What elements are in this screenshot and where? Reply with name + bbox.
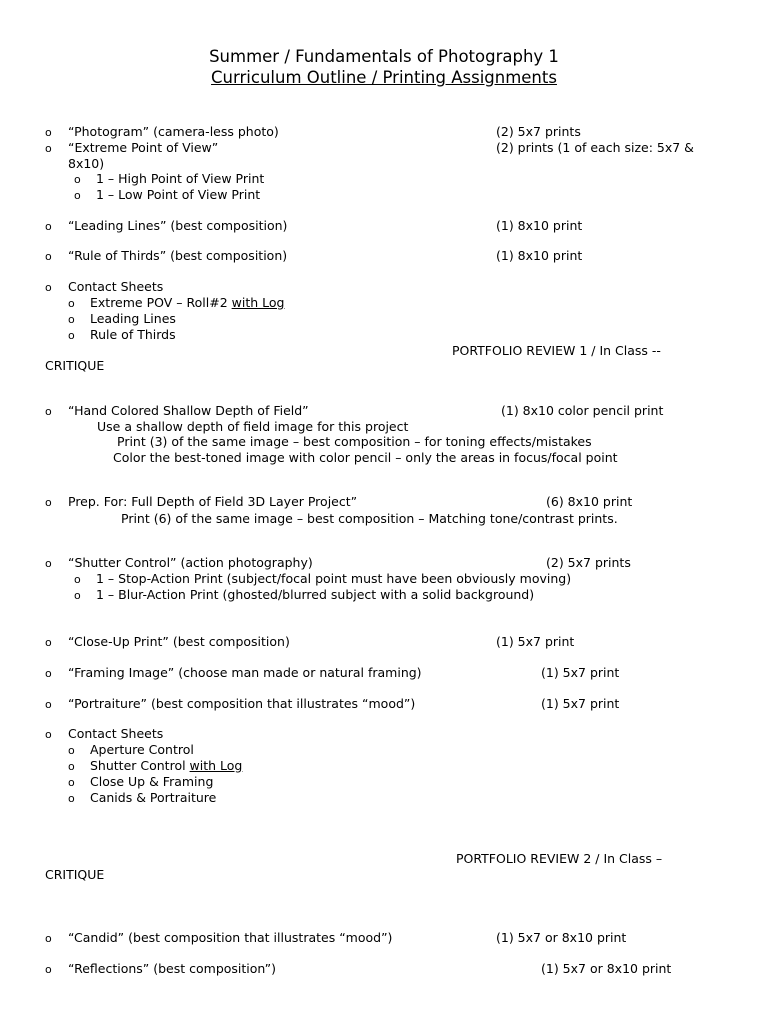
subitem-shutter-control-text: Shutter Control [90, 758, 190, 773]
bullet-photogram: o [45, 126, 52, 139]
sub-bullet: o [68, 760, 75, 773]
print-framing: (1) 5x7 print [541, 665, 620, 680]
print-rule-of-thirds: (1) 8x10 print [496, 248, 583, 263]
sub-bullet: o [68, 313, 75, 326]
item-extreme-pov: “Extreme Point of View” [68, 140, 219, 155]
item-leading-lines: “Leading Lines” (best composition) [68, 218, 288, 233]
sub-bullet: o [74, 589, 81, 602]
subitem-close-up-framing: Close Up & Framing [90, 774, 214, 789]
bullet-reflections: o [45, 963, 52, 976]
item-framing: “Framing Image” (choose man made or natural framing) [68, 665, 422, 680]
sub-bullet: o [74, 573, 81, 586]
with-log-text: with Log [231, 295, 285, 310]
subitem-shutter-control-log [90, 758, 242, 774]
note-hand-colored-2: Print (3) of the same image – best composition – for toning effects/mistakes [117, 434, 592, 449]
subitem-rule-of-thirds: Rule of Thirds [90, 327, 176, 342]
print-candid: (1) 5x7 or 8x10 print [496, 930, 627, 945]
subitem-aperture-control: Aperture Control [90, 742, 194, 757]
print-full-dof: (6) 8x10 print [546, 494, 633, 509]
with-log-text: with Log [189, 758, 243, 773]
bullet-contact-sheets-1: o [45, 281, 52, 294]
subitem-extreme-pov-roll-text: Extreme POV – Roll#2 [90, 295, 232, 310]
subitem-stop-action: 1 – Stop-Action Print (subject/focal point must have been obviously moving) [96, 571, 572, 586]
note-hand-colored-3: Color the best-toned image with color pencil – only the areas in focus/focal point [113, 450, 618, 465]
sub-bullet: o [68, 744, 75, 757]
bullet-full-dof: o [45, 496, 52, 509]
sub-bullet: o [68, 776, 75, 789]
print-extreme-pov: (2) prints (1 of each size: 5x7 & [496, 140, 694, 155]
item-rule-of-thirds: “Rule of Thirds” (best composition) [68, 248, 288, 263]
print-reflections: (1) 5x7 or 8x10 print [541, 961, 672, 976]
critique-1: CRITIQUE [45, 358, 105, 373]
subitem-high-pov: 1 – High Point of View Print [96, 171, 265, 186]
bullet-framing: o [45, 667, 52, 680]
print-photogram: (2) 5x7 prints [496, 124, 581, 139]
bullet-contact-sheets-2: o [45, 728, 52, 741]
print-close-up: (1) 5x7 print [496, 634, 575, 649]
document-subtitle: Curriculum Outline / Printing Assignments [211, 68, 557, 87]
subitem-leading-lines: Leading Lines [90, 311, 176, 326]
portfolio-review-1: PORTFOLIO REVIEW 1 / In Class -- [452, 343, 661, 358]
bullet-close-up: o [45, 636, 52, 649]
item-photogram: “Photogram” (camera-less photo) [68, 124, 279, 139]
item-portraiture: “Portraiture” (best composition that illustrates “mood”) [68, 696, 416, 711]
item-close-up: “Close-Up Print” (best composition) [68, 634, 290, 649]
item-reflections: “Reflections” (best composition”) [68, 961, 277, 976]
item-contact-sheets-2: Contact Sheets [68, 726, 164, 741]
bullet-portraiture: o [45, 698, 52, 711]
print-extreme-pov-cont: 8x10) [68, 156, 105, 171]
item-contact-sheets-1: Contact Sheets [68, 279, 164, 294]
print-hand-colored: (1) 8x10 color pencil print [501, 403, 664, 418]
critique-2: CRITIQUE [45, 867, 105, 882]
bullet-extreme-pov: o [45, 142, 52, 155]
print-portraiture: (1) 5x7 print [541, 696, 620, 711]
item-hand-colored: “Hand Colored Shallow Depth of Field” [68, 403, 309, 418]
bullet-candid: o [45, 932, 52, 945]
note-full-dof: Print (6) of the same image – best composition – Matching tone/contrast prints. [121, 511, 618, 526]
item-shutter-control: “Shutter Control” (action photography) [68, 555, 313, 570]
bullet-rule-of-thirds: o [45, 250, 52, 263]
sub-bullet: o [74, 189, 81, 202]
sub-bullet: o [68, 297, 75, 310]
print-leading-lines: (1) 8x10 print [496, 218, 583, 233]
item-full-dof: Prep. For: Full Depth of Field 3D Layer Project” [68, 494, 358, 509]
document-title: Summer / Fundamentals of Photography 1 [209, 47, 559, 66]
portfolio-review-2: PORTFOLIO REVIEW 2 / In Class – [456, 851, 663, 866]
item-candid: “Candid” (best composition that illustrates “mood”) [68, 930, 393, 945]
sub-bullet: o [68, 792, 75, 805]
note-hand-colored-1: Use a shallow depth of field image for this project [97, 419, 409, 434]
bullet-leading-lines: o [45, 220, 52, 233]
bullet-hand-colored: o [45, 405, 52, 418]
print-shutter-control: (2) 5x7 prints [546, 555, 631, 570]
bullet-shutter-control: o [45, 557, 52, 570]
sub-bullet: o [74, 173, 81, 186]
subitem-extreme-pov-roll [90, 295, 284, 311]
subitem-canids-portraiture: Canids & Portraiture [90, 790, 217, 805]
subitem-blur-action: 1 – Blur-Action Print (ghosted/blurred subject with a solid background) [96, 587, 535, 602]
sub-bullet: o [68, 329, 75, 342]
subitem-low-pov: 1 – Low Point of View Print [96, 187, 261, 202]
